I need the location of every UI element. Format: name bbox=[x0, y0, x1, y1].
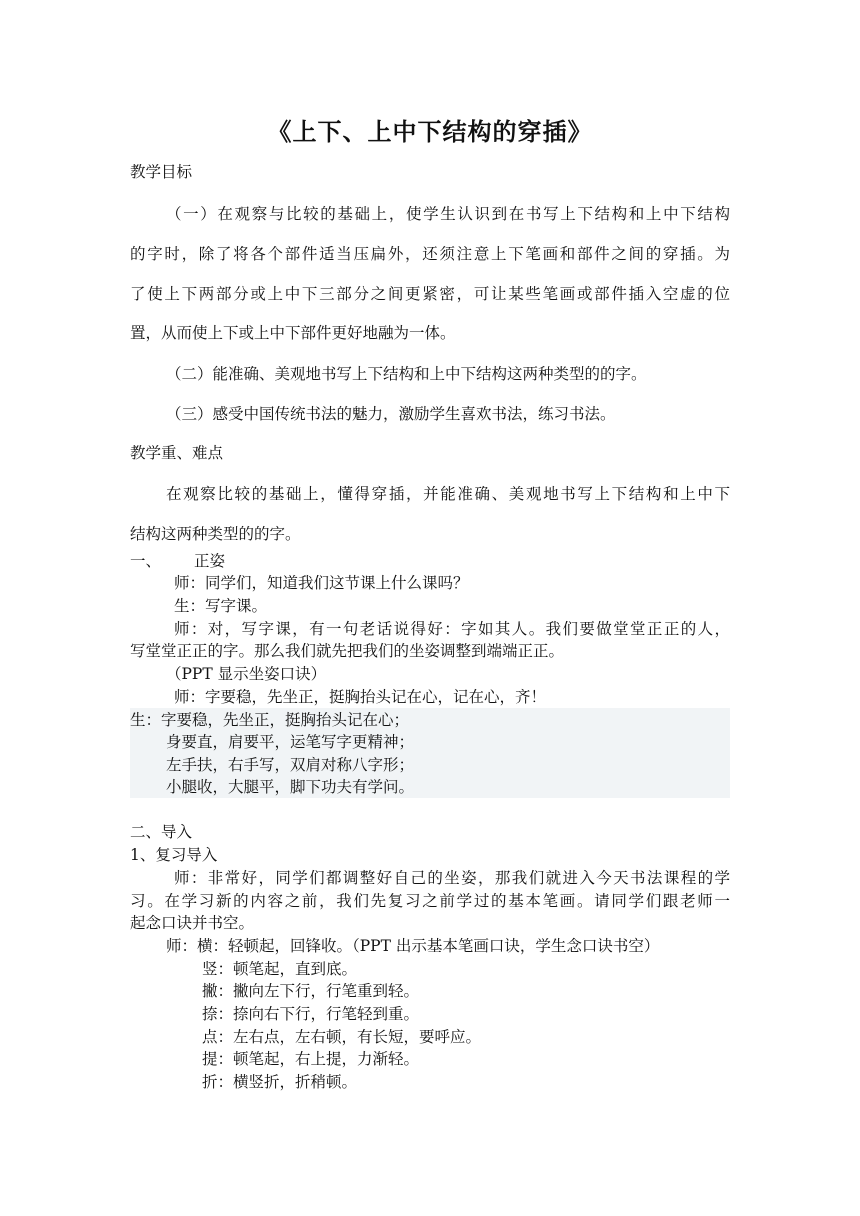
key-points-line-2: 结构这两种类型的的字。 bbox=[130, 525, 301, 543]
rhyme-line-3: 左手扶，右手写，双肩对称八字形； bbox=[166, 756, 415, 774]
objective-1-line-3: 了使上下两部分或上中下三部分之间更紧密，可让某些笔画或部件插入空虚的位 bbox=[130, 285, 730, 303]
stroke-line-1: 师：横：轻顿起，回锋收。（PPT 出示基本笔画口诀，学生念口诀书空） bbox=[166, 937, 660, 955]
intro-line-1: 师：非常好，同学们都调整好自己的坐姿，那我们就进入今天书法课程的学 bbox=[174, 869, 730, 887]
objective-1-line-4: 置，从而使上下或上中下部件更好地融为一体。 bbox=[130, 324, 456, 342]
section2-subheading: 1、复习导入 bbox=[130, 846, 218, 864]
rhyme-line-1: 生：字要稳，先坐正，挺胸抬头记在心； bbox=[130, 711, 410, 729]
document-title: 《上下、上中下结构的穿插》 bbox=[267, 117, 593, 146]
stroke-line-2: 竖：顿笔起，直到底。 bbox=[202, 960, 358, 978]
objective-1-line-2: 的字时，除了将各个部件适当压扁外，还须注意上下笔画和部件之间的穿插。为 bbox=[130, 245, 730, 263]
section1-heading: 正姿 bbox=[194, 552, 226, 570]
key-points-line-1: 在观察比较的基础上，懂得穿插，并能准确、美观地书写上下结构和上中下 bbox=[166, 485, 730, 503]
objective-2: （二）能准确、美观地书写上下结构和上中下结构这两种类型的的字。 bbox=[166, 365, 647, 383]
dialogue-line-6: 师：字要稳，先坐正，挺胸抬头记在心，记在心，齐！ bbox=[174, 688, 547, 706]
objective-3: （三）感受中国传统书法的魅力，激励学生喜欢书法，练习书法。 bbox=[166, 405, 616, 423]
dialogue-line-3: 师：对，写字课，有一句老话说得好：字如其人。我们要做堂堂正正的人， bbox=[174, 620, 730, 638]
dialogue-line-2: 生：写字课。 bbox=[174, 597, 268, 615]
rhyme-line-2: 身要直，肩要平，运笔写字更精神； bbox=[166, 733, 415, 751]
objective-1-line-1: （一）在观察与比较的基础上，使学生认识到在书写上下结构和上中下结构 bbox=[166, 205, 730, 223]
stroke-line-6: 提：顿笔起，右上提，力渐轻。 bbox=[202, 1050, 420, 1068]
stroke-line-7: 折：横竖折，折稍顿。 bbox=[202, 1073, 358, 1091]
dialogue-line-5: （PPT 显示坐姿口诀） bbox=[166, 665, 327, 683]
stroke-line-3: 撇：撇向左下行，行笔重到轻。 bbox=[202, 982, 420, 1000]
section2-heading: 二、导入 bbox=[130, 823, 193, 841]
stroke-line-5: 点：左右点，左右顿，有长短，要呼应。 bbox=[202, 1028, 482, 1046]
dialogue-line-1: 师：同学们，知道我们这节课上什么课吗？ bbox=[174, 574, 469, 592]
dialogue-line-4: 写堂堂正正的字。那么我们就先把我们的坐姿调整到端端正正。 bbox=[130, 642, 565, 660]
intro-line-3: 起念口诀并书空。 bbox=[130, 914, 255, 932]
stroke-line-4: 捺：捺向右下行，行笔轻到重。 bbox=[202, 1005, 420, 1023]
rhyme-line-4: 小腿收，大腿平，脚下功夫有学问。 bbox=[166, 778, 415, 796]
objectives-heading: 教学目标 bbox=[130, 163, 193, 181]
section1-number: 一、 bbox=[130, 552, 162, 570]
key-points-heading: 教学重、难点 bbox=[130, 444, 224, 462]
intro-line-2: 习。在学习新的内容之前，我们先复习之前学过的基本笔画。请同学们跟老师一 bbox=[130, 892, 730, 910]
